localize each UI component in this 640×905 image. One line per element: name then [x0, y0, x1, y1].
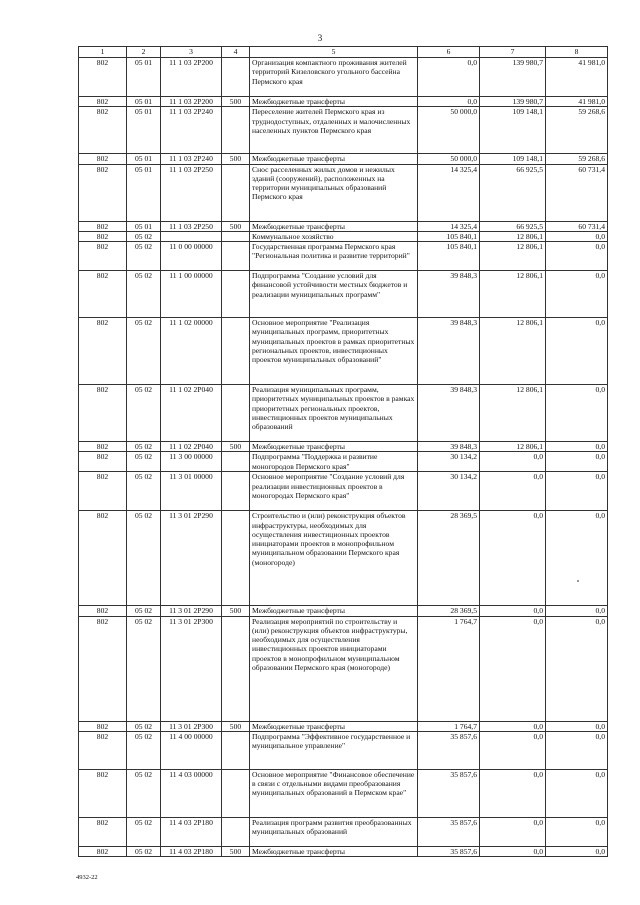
- cell-amount-7: 12 806,1: [480, 231, 546, 241]
- cell-code: 802: [79, 442, 127, 452]
- cell-amount-7: 0,0: [480, 606, 546, 616]
- cell-section: 05 02: [127, 242, 161, 271]
- table-row: [79, 452, 608, 472]
- table-row: [79, 846, 608, 856]
- column-header: 7: [480, 47, 546, 58]
- cell-amount-7: 12 806,1: [480, 442, 546, 452]
- table-row: [79, 107, 608, 154]
- table-header-row: [79, 47, 608, 58]
- cell-code: 802: [79, 271, 127, 318]
- cell-amount-7: 0,0: [480, 511, 546, 606]
- cell-amount-7: 0,0: [480, 472, 546, 511]
- cell-target-item: 11 1 02 2P040: [161, 442, 222, 452]
- cell-target-item: 11 1 03 2P250: [161, 164, 222, 221]
- cell-code: 802: [79, 107, 127, 154]
- cell-amount-7: 0,0: [480, 616, 546, 721]
- cell-section: 05 02: [127, 271, 161, 318]
- cell-expense-type: 500: [222, 846, 250, 856]
- cell-amount-8: 0,0: [546, 231, 608, 241]
- table-row: [79, 164, 608, 221]
- cell-amount-6: 50 000,0: [418, 154, 480, 164]
- cell-amount-6: 0,0: [418, 97, 480, 107]
- cell-expense-type: [222, 817, 250, 846]
- cell-section: 05 02: [127, 318, 161, 385]
- cell-amount-6: 35 857,6: [418, 731, 480, 769]
- cell-target-item: 11 1 03 2P250: [161, 221, 222, 231]
- cell-expense-type: [222, 385, 250, 442]
- cell-code: 802: [79, 154, 127, 164]
- cell-amount-6: 35 857,6: [418, 769, 480, 817]
- cell-amount-6: 1 764,7: [418, 721, 480, 731]
- cell-target-item: 11 4 00 00000: [161, 731, 222, 769]
- cell-expense-type: 500: [222, 442, 250, 452]
- cell-expense-type: 500: [222, 97, 250, 107]
- cell-amount-7: 109 148,1: [480, 107, 546, 154]
- cell-amount-6: 28 369,5: [418, 606, 480, 616]
- cell-amount-6: 105 840,1: [418, 231, 480, 241]
- table-row: [79, 616, 608, 721]
- table-row: [79, 472, 608, 511]
- cell-description: Межбюджетные трансферты: [250, 154, 418, 164]
- cell-target-item: 11 3 00 00000: [161, 452, 222, 472]
- table-row: [79, 318, 608, 385]
- cell-code: 802: [79, 452, 127, 472]
- cell-code: 802: [79, 58, 127, 97]
- cell-target-item: 11 1 00 00000: [161, 271, 222, 318]
- cell-expense-type: [222, 231, 250, 241]
- column-header: 8: [546, 47, 608, 58]
- cell-amount-8: 0,0: [546, 385, 608, 442]
- cell-section: 05 01: [127, 97, 161, 107]
- cell-code: 802: [79, 846, 127, 856]
- cell-amount-7: 66 925,5: [480, 164, 546, 221]
- cell-code: 802: [79, 731, 127, 769]
- cell-description: Реализация мероприятий по строительству и (или) реконструкция объектов инфраструктуры, необходимых для осуществления инвестиционных проектов инициаторами проектов в монопрофильном муниципальном образовании Пермского края (моногороде): [250, 616, 418, 721]
- cell-section: 05 02: [127, 817, 161, 846]
- cell-expense-type: [222, 616, 250, 721]
- cell-amount-7: 12 806,1: [480, 318, 546, 385]
- cell-description: Коммунальное хозяйство: [250, 231, 418, 241]
- cell-amount-7: 139 980,7: [480, 97, 546, 107]
- column-header: 6: [418, 47, 480, 58]
- cell-amount-6: 50 000,0: [418, 107, 480, 154]
- footer-code: 4932-22: [76, 874, 98, 881]
- cell-amount-6: 35 857,6: [418, 817, 480, 846]
- cell-expense-type: 500: [222, 606, 250, 616]
- cell-target-item: [161, 231, 222, 241]
- cell-code: 802: [79, 221, 127, 231]
- column-header: 4: [222, 47, 250, 58]
- cell-expense-type: [222, 107, 250, 154]
- cell-amount-8: 60 731,4: [546, 221, 608, 231]
- cell-section: 05 01: [127, 58, 161, 97]
- cell-section: 05 02: [127, 511, 161, 606]
- cell-amount-8: 0,0: [546, 318, 608, 385]
- cell-amount-6: 1 764,7: [418, 616, 480, 721]
- cell-section: 05 02: [127, 846, 161, 856]
- cell-amount-8: 0,0: [546, 769, 608, 817]
- cell-code: 802: [79, 97, 127, 107]
- page-number: 3: [317, 33, 323, 43]
- table-row: [79, 242, 608, 271]
- cell-description: Основное мероприятие "Финансовое обеспечение в связи с отдельными видами преобразования муниципальных образований в Пермском крае": [250, 769, 418, 817]
- cell-amount-8: 0,0: [546, 472, 608, 511]
- table-row: [79, 97, 608, 107]
- cell-description: Основное мероприятие "Создание условий для реализации инвестиционных проектов в моногородах Пермского края": [250, 472, 418, 511]
- cell-section: 05 02: [127, 606, 161, 616]
- cell-section: 05 02: [127, 442, 161, 452]
- cell-expense-type: 500: [222, 721, 250, 731]
- cell-expense-type: [222, 511, 250, 606]
- cell-target-item: 11 1 03 2P240: [161, 154, 222, 164]
- cell-description: Межбюджетные трансферты: [250, 221, 418, 231]
- cell-amount-8: 0,0: [546, 452, 608, 472]
- column-header: 1: [79, 47, 127, 58]
- cell-description: Межбюджетные трансферты: [250, 721, 418, 731]
- cell-code: 802: [79, 242, 127, 271]
- cell-amount-7: 0,0: [480, 731, 546, 769]
- cell-amount-8: 0,0: [546, 731, 608, 769]
- cell-code: 802: [79, 606, 127, 616]
- cell-description: Государственная программа Пермского края "Региональная политика и развитие территорий": [250, 242, 418, 271]
- cell-description: Межбюджетные трансферты: [250, 606, 418, 616]
- table-row: [79, 817, 608, 846]
- cell-section: 05 02: [127, 769, 161, 817]
- cell-amount-8: 0,0: [546, 511, 608, 606]
- cell-code: 802: [79, 769, 127, 817]
- cell-expense-type: [222, 472, 250, 511]
- cell-amount-8: 0,0: [546, 846, 608, 856]
- cell-expense-type: [222, 318, 250, 385]
- cell-expense-type: 500: [222, 221, 250, 231]
- cell-code: 802: [79, 164, 127, 221]
- table-row: [79, 511, 608, 606]
- pencil-mark: [577, 580, 579, 582]
- table-row: [79, 58, 608, 97]
- table-row: [79, 721, 608, 731]
- cell-section: 05 02: [127, 721, 161, 731]
- table-row: [79, 154, 608, 164]
- cell-section: 05 02: [127, 385, 161, 442]
- cell-target-item: 11 1 02 2P040: [161, 385, 222, 442]
- cell-section: 05 02: [127, 731, 161, 769]
- cell-amount-6: 30 134,2: [418, 452, 480, 472]
- cell-amount-6: 39 848,3: [418, 385, 480, 442]
- cell-expense-type: [222, 164, 250, 221]
- cell-amount-7: 139 980,7: [480, 58, 546, 97]
- cell-amount-6: 35 857,6: [418, 846, 480, 856]
- cell-amount-8: 59 268,6: [546, 154, 608, 164]
- cell-target-item: 11 4 03 2P180: [161, 817, 222, 846]
- cell-target-item: 11 3 01 2P300: [161, 721, 222, 731]
- cell-amount-6: 0,0: [418, 58, 480, 97]
- cell-expense-type: [222, 731, 250, 769]
- cell-target-item: 11 3 01 00000: [161, 472, 222, 511]
- cell-expense-type: [222, 271, 250, 318]
- cell-target-item: 11 4 03 00000: [161, 769, 222, 817]
- cell-amount-8: 59 268,6: [546, 107, 608, 154]
- cell-section: 05 01: [127, 107, 161, 154]
- cell-amount-7: 0,0: [480, 452, 546, 472]
- cell-description: Переселение жителей Пермского края из труднодоступных, отдаленных и малочисленных населенных пунктов Пермского края: [250, 107, 418, 154]
- cell-amount-6: 28 369,5: [418, 511, 480, 606]
- cell-description: Межбюджетные трансферты: [250, 97, 418, 107]
- cell-code: 802: [79, 472, 127, 511]
- cell-description: Снос расселенных жилых домов и нежилых зданий (сооружений), расположенных на территории муниципальных образований Пермского края: [250, 164, 418, 221]
- cell-section: 05 02: [127, 616, 161, 721]
- cell-amount-7: 12 806,1: [480, 242, 546, 271]
- cell-target-item: 11 1 03 2P200: [161, 58, 222, 97]
- cell-target-item: 11 4 03 2P180: [161, 846, 222, 856]
- column-header: 5: [250, 47, 418, 58]
- cell-amount-8: 60 731,4: [546, 164, 608, 221]
- cell-amount-6: 39 848,3: [418, 442, 480, 452]
- cell-expense-type: [222, 452, 250, 472]
- cell-amount-8: 0,0: [546, 817, 608, 846]
- table-row: [79, 769, 608, 817]
- cell-description: Реализация программ развития преобразованных муниципальных образований: [250, 817, 418, 846]
- table-row: [79, 271, 608, 318]
- cell-amount-7: 0,0: [480, 721, 546, 731]
- cell-target-item: 11 1 03 2P240: [161, 107, 222, 154]
- cell-description: Реализация муниципальных программ, приоритетных муниципальных проектов в рамках приоритетных региональных проектов, инвестиционных проектов муниципальных образований: [250, 385, 418, 442]
- cell-code: 802: [79, 385, 127, 442]
- cell-description: Организация компактного проживания жителей территорий Кизеловского угольного бассейна Пермского края: [250, 58, 418, 97]
- table-row: [79, 221, 608, 231]
- cell-expense-type: [222, 58, 250, 97]
- cell-amount-6: 30 134,2: [418, 472, 480, 511]
- cell-amount-8: 0,0: [546, 606, 608, 616]
- cell-description: Основное мероприятие "Реализация муниципальных программ, приоритетных муниципальных проектов в рамках приоритетных региональных проектов, инвестиционных проектов муниципальных образований": [250, 318, 418, 385]
- cell-expense-type: [222, 769, 250, 817]
- column-header: 2: [127, 47, 161, 58]
- cell-amount-7: 66 925,5: [480, 221, 546, 231]
- cell-description: Строительство и (или) реконструкция объектов инфраструктуры, необходимых для осуществления инвестиционных проектов инициаторами проектов в монопрофильном муниципальном образовании Пермского края (моногороде): [250, 511, 418, 606]
- table-row: [79, 731, 608, 769]
- cell-target-item: 11 3 01 2P290: [161, 511, 222, 606]
- cell-code: 802: [79, 817, 127, 846]
- cell-amount-7: 0,0: [480, 817, 546, 846]
- cell-amount-8: 41 981,0: [546, 58, 608, 97]
- cell-section: 05 02: [127, 452, 161, 472]
- cell-expense-type: 500: [222, 154, 250, 164]
- cell-amount-6: 39 848,3: [418, 271, 480, 318]
- cell-section: 05 01: [127, 154, 161, 164]
- table-row: [79, 385, 608, 442]
- budget-table: [78, 46, 608, 857]
- cell-description: Подпрограмма "Поддержка и развитие моногородов Пермского края": [250, 452, 418, 472]
- cell-amount-6: 14 325,4: [418, 221, 480, 231]
- cell-target-item: 11 1 02 00000: [161, 318, 222, 385]
- cell-section: 05 01: [127, 164, 161, 221]
- cell-amount-8: 0,0: [546, 442, 608, 452]
- table-row: [79, 606, 608, 616]
- cell-section: 05 02: [127, 231, 161, 241]
- cell-amount-7: 109 148,1: [480, 154, 546, 164]
- cell-target-item: 11 3 01 2P300: [161, 616, 222, 721]
- cell-target-item: 11 0 00 00000: [161, 242, 222, 271]
- cell-amount-8: 0,0: [546, 242, 608, 271]
- cell-amount-6: 14 325,4: [418, 164, 480, 221]
- table-row: [79, 442, 608, 452]
- cell-amount-8: 0,0: [546, 721, 608, 731]
- cell-expense-type: [222, 242, 250, 271]
- cell-amount-8: 0,0: [546, 271, 608, 318]
- cell-amount-8: 0,0: [546, 616, 608, 721]
- cell-amount-7: 0,0: [480, 769, 546, 817]
- cell-amount-7: 12 806,1: [480, 271, 546, 318]
- cell-amount-7: 12 806,1: [480, 385, 546, 442]
- cell-code: 802: [79, 616, 127, 721]
- column-header: 3: [161, 47, 222, 58]
- cell-description: Межбюджетные трансферты: [250, 442, 418, 452]
- cell-description: Подпрограмма "Эффективное государственное и муниципальное управление": [250, 731, 418, 769]
- cell-section: 05 02: [127, 472, 161, 511]
- cell-code: 802: [79, 721, 127, 731]
- cell-code: 802: [79, 318, 127, 385]
- cell-amount-6: 105 840,1: [418, 242, 480, 271]
- cell-code: 802: [79, 231, 127, 241]
- cell-target-item: 11 3 01 2P290: [161, 606, 222, 616]
- cell-description: Межбюджетные трансферты: [250, 846, 418, 856]
- cell-amount-6: 39 848,3: [418, 318, 480, 385]
- cell-section: 05 01: [127, 221, 161, 231]
- cell-target-item: 11 1 03 2P200: [161, 97, 222, 107]
- cell-description: Подпрограмма "Создание условий для финансовой устойчивости местных бюджетов и реализации муниципальных программ": [250, 271, 418, 318]
- cell-amount-7: 0,0: [480, 846, 546, 856]
- cell-code: 802: [79, 511, 127, 606]
- cell-amount-8: 41 981,0: [546, 97, 608, 107]
- table-row: [79, 231, 608, 241]
